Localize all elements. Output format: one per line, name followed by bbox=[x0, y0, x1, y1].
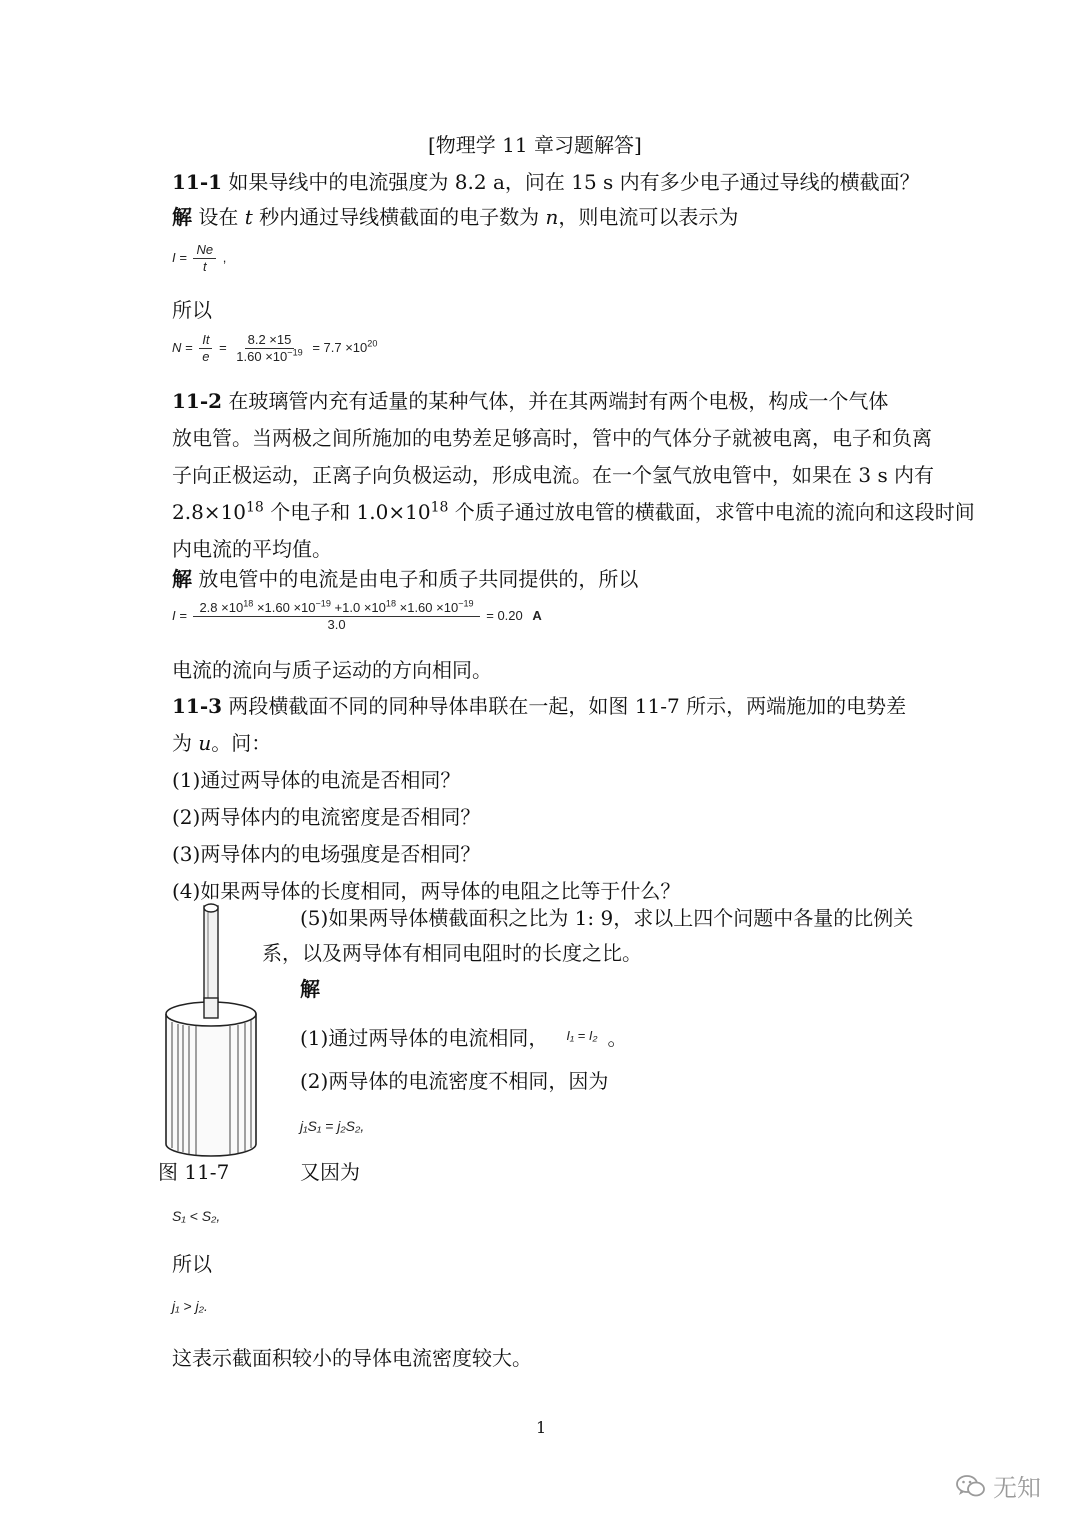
equation-electron-count: N = $\frac{It}{e}$ = $\frac{8.2 \times 15}{1.60 \times 10^{-19}}$ = $7.7 \times 10^{20}$ bbox=[172, 332, 378, 364]
wechat-icon bbox=[955, 1473, 987, 1499]
question-5-line1: (5)如果两导体横截面积之比为 1: 9，求以上四个问题中各量的比例关 bbox=[300, 906, 914, 930]
solution-label: 解 bbox=[172, 205, 192, 229]
watermark bbox=[955, 1468, 1041, 1503]
question-5-line2: 系，以及两导体有相同电阻时的长度之比。 bbox=[262, 941, 642, 965]
answer-1: (1)通过两导体的电流相同， $^{I_1 = I_2}$ 。 bbox=[300, 1026, 628, 1050]
conductor-figure bbox=[158, 898, 268, 1160]
problem-11-2: 11-2 在玻璃管内充有适量的某种气体，并在其两端封有两个电极，构成一个气体 放电管。当两极之间所施加的电势差足够高时，管中的气体分子就被电离，电子和负离 子向正极运动，正离子向负极运动，形成电流。在一个氢气放电管中，如果在 3 s 内有 $2.8\times 10^{18}$ 个电子和 $1.0\times 10^{18}$ 个质子通过放电管的横截面，求管中电流的流向和这段时间 内电流的平均值。 bbox=[172, 389, 975, 561]
figure-caption: 图 11-7 bbox=[158, 1160, 230, 1184]
so-label: 所以 bbox=[172, 298, 212, 322]
solution-11-1: 解 设在 t 秒内通过导线横截面的电子数为 n，则电流可以表示为 bbox=[172, 205, 739, 229]
problem-number: 11-3 bbox=[172, 694, 223, 718]
answer-2: (2)两导体的电流密度不相同，因为 bbox=[300, 1069, 609, 1093]
problem-text: 如果导线中的电流强度为 8.2 a，问在 15 s 内有多少电子通过导线的横截面？ bbox=[222, 170, 920, 194]
page-title: [物理学 11 章习题解答] bbox=[428, 133, 642, 157]
solution-11-2: 解 放电管中的电流是由电子和质子共同提供的，所以 bbox=[172, 567, 639, 591]
equation-area-compare: S₁ < S₂, bbox=[172, 1208, 221, 1224]
thick-conductor bbox=[166, 1014, 256, 1156]
equation-current: I = $\frac{Ne}{t}$ , bbox=[172, 242, 227, 274]
problem-number: 11-1 bbox=[172, 170, 223, 194]
thin-conductor-top bbox=[204, 904, 218, 912]
also-label: 又因为 bbox=[300, 1160, 360, 1184]
conclusion-11-2: 电流的流向与质子运动的方向相同。 bbox=[172, 658, 492, 682]
equation-current-density: j₁S₁ = j₂S₂, bbox=[300, 1118, 365, 1134]
conclusion-11-3: 这表示截面积较小的导体电流密度较大。 bbox=[172, 1346, 532, 1370]
problem-number: 11-2 bbox=[172, 389, 223, 413]
problem-11-1 bbox=[172, 170, 920, 194]
solution-label: 解 bbox=[172, 567, 192, 591]
equation-average-current: I = $\frac{2.8 \times 10^{18} \times 1.60 \times 10^{-19} +1.0 \times 10^{18} \times 1.60 \times 10^{-19}}{3.0}$ = 0.20 A bbox=[172, 598, 542, 632]
so-label-2: 所以 bbox=[172, 1252, 212, 1276]
problem-11-3: 11-3 两段横截面不同的同种导体串联在一起，如图 11-7 所示，两端施加的电势差 为 u。问： (1)通过两导体的电流是否相同？ (2)两导体内的电流密度是否相同？ (3)两导体内的电场强度是否相同？ (4)如果两导体的长度相同，两导体的电阻之比等于什么？ bbox=[172, 694, 907, 903]
page-number: 1 bbox=[536, 1418, 547, 1437]
solution-label: 解 bbox=[300, 977, 320, 1001]
equation-density-compare: j₁ > j₂. bbox=[172, 1298, 208, 1314]
watermark-text: 无知 bbox=[993, 1474, 1041, 1502]
